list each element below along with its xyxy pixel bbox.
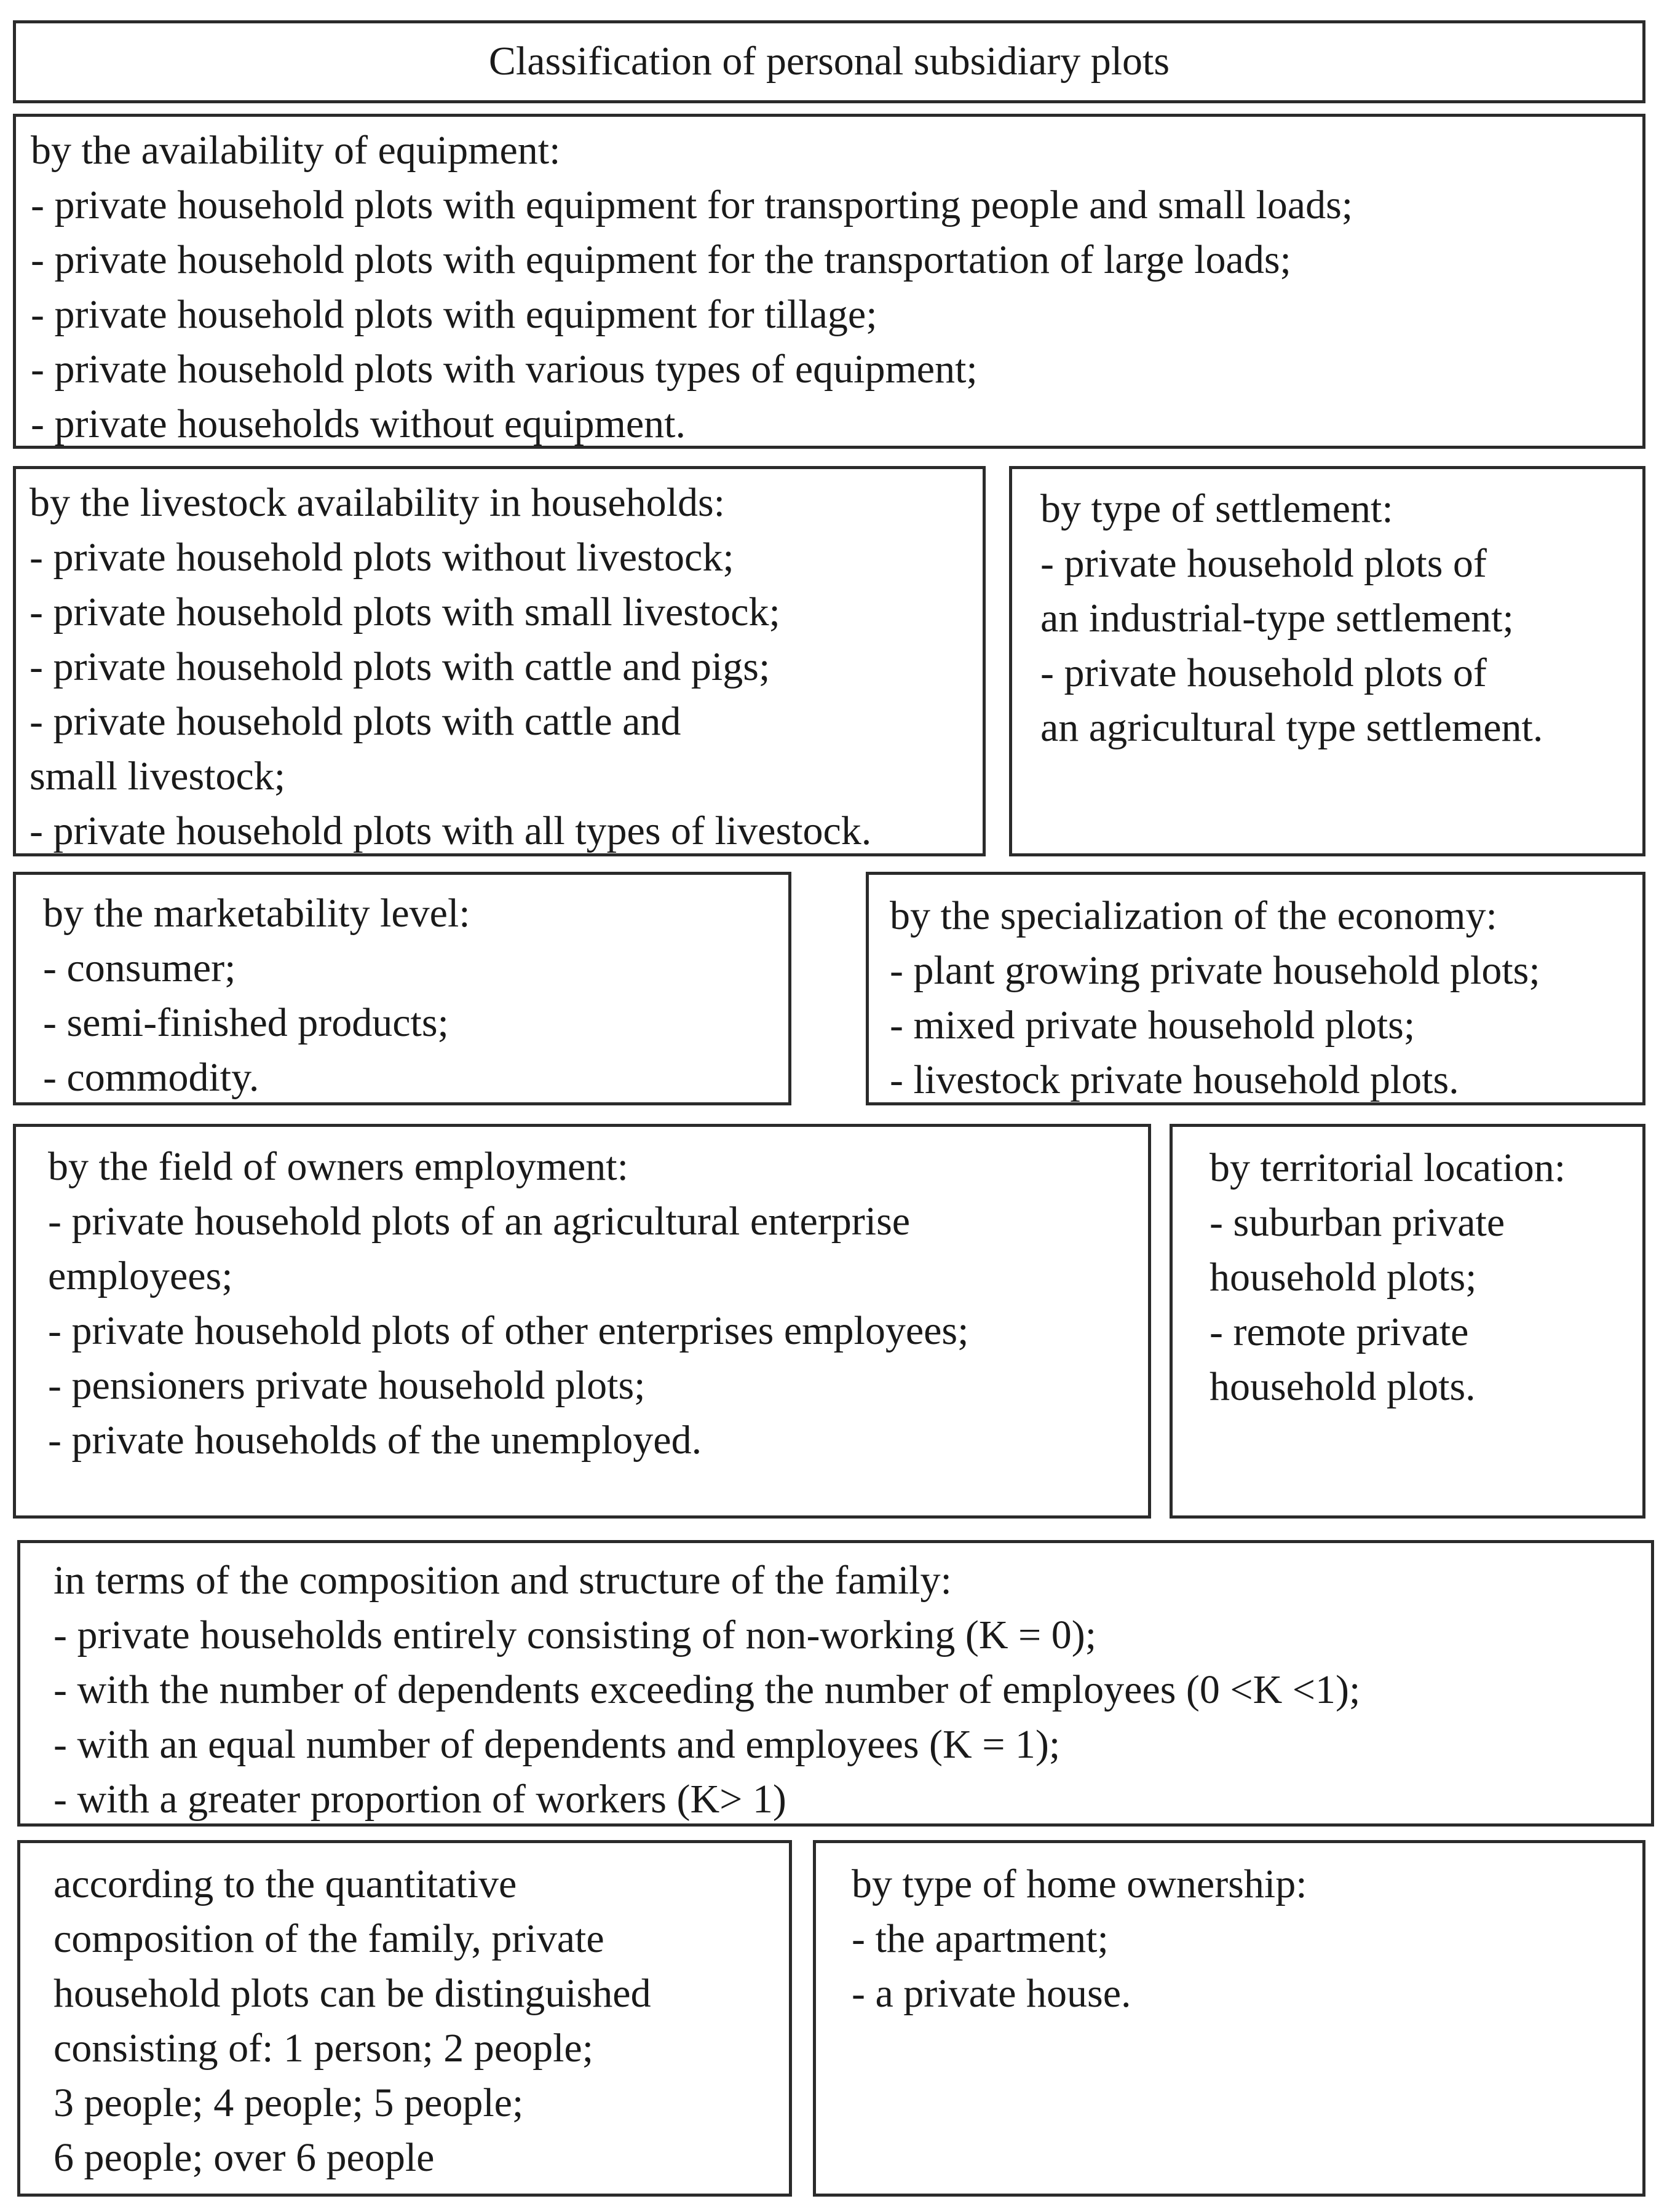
family-size-item: household plots can be distinguished <box>53 1971 651 2016</box>
territorial-item: household plots. <box>1210 1364 1476 1409</box>
employment-item: - pensioners private household plots; <box>48 1363 646 1408</box>
family-structure-item: - with an equal number of dependents and employees (K = 1); <box>53 1722 1061 1767</box>
livestock-heading: by the livestock availability in households: <box>30 480 725 525</box>
home-ownership-item: - a private house. <box>852 1971 1131 2016</box>
territorial-box <box>1170 1124 1645 1519</box>
employment-item: - private households of the unemployed. <box>48 1418 702 1463</box>
specialization-box <box>866 872 1645 1105</box>
territorial-item: - suburban private <box>1210 1200 1505 1245</box>
marketability-heading: by the marketability level: <box>43 891 470 936</box>
settlement-heading: by type of settlement: <box>1040 486 1393 531</box>
livestock-item: - private household plots with cattle and <box>30 699 681 744</box>
employment-heading: by the field of owners employment: <box>48 1144 628 1189</box>
livestock-item: - private household plots with cattle and pigs; <box>30 644 770 689</box>
specialization-heading: by the specialization of the economy: <box>890 893 1497 938</box>
equipment-item: - private household plots with equipment for tillage; <box>31 292 877 337</box>
territorial-heading: by territorial location: <box>1210 1145 1566 1190</box>
territorial-item: household plots; <box>1210 1255 1477 1300</box>
specialization-item: - plant growing private household plots; <box>890 948 1540 993</box>
family-size-item: 6 people; over 6 people <box>53 2135 435 2180</box>
equipment-box <box>13 114 1645 449</box>
employment-item: - private household plots of an agricultural enterprise <box>48 1199 911 1244</box>
livestock-item: - private household plots without livestock; <box>30 535 734 580</box>
home-ownership-box <box>813 1840 1645 2197</box>
family-structure-item: - with the number of dependents exceeding the number of employees (0 <K <1); <box>53 1667 1361 1712</box>
employment-item: employees; <box>48 1254 233 1298</box>
settlement-item: - private household plots of <box>1040 650 1487 695</box>
livestock-item: - private household plots with all types of livestock. <box>30 808 872 853</box>
specialization-item: - livestock private household plots. <box>890 1057 1459 1102</box>
diagram-title-box <box>13 20 1645 103</box>
home-ownership-item: - the apartment; <box>852 1916 1109 1961</box>
settlement-item: an industrial-type settlement; <box>1040 596 1514 641</box>
equipment-heading: by the availability of equipment: <box>31 128 561 173</box>
marketability-item: - commodity. <box>43 1055 259 1100</box>
equipment-item: - private households without equipment. <box>31 401 686 446</box>
family-size-item: 3 people; 4 people; 5 people; <box>53 2080 524 2125</box>
family-structure-item: - private households entirely consisting of non-working (K = 0); <box>53 1613 1097 1657</box>
settlement-item: - private household plots of <box>1040 541 1487 586</box>
specialization-item: - mixed private household plots; <box>890 1003 1415 1048</box>
employment-box <box>13 1124 1151 1519</box>
family-structure-box <box>17 1540 1654 1827</box>
settlement-box <box>1009 466 1645 856</box>
family-size-item: composition of the family, private <box>53 1916 604 1961</box>
equipment-item: - private household plots with equipment for transporting people and small loads; <box>31 183 1353 227</box>
family-size-item: consisting of: 1 person; 2 people; <box>53 2026 594 2071</box>
equipment-item: - private household plots with equipment for the transportation of large loads; <box>31 237 1291 282</box>
equipment-item: - private household plots with various types of equipment; <box>31 347 978 392</box>
marketability-box <box>13 872 791 1105</box>
family-size-box <box>17 1840 792 2197</box>
home-ownership-heading: by type of home ownership: <box>852 1862 1307 1906</box>
livestock-box <box>13 466 986 856</box>
settlement-item: an agricultural type settlement. <box>1040 705 1543 750</box>
family-size-heading: according to the quantitative <box>53 1862 517 1906</box>
livestock-item: - private household plots with small livestock; <box>30 590 780 634</box>
diagram-title: Classification of personal subsidiary plots <box>488 39 1170 84</box>
family-structure-item: - with a greater proportion of workers (K> 1) <box>53 1777 786 1822</box>
employment-item: - private household plots of other enterprises employees; <box>48 1308 969 1353</box>
family-structure-heading: in terms of the composition and structure of the family: <box>53 1558 952 1603</box>
marketability-item: - semi-finished products; <box>43 1000 449 1045</box>
territorial-item: - remote private <box>1210 1309 1469 1354</box>
marketability-item: - consumer; <box>43 946 236 990</box>
livestock-item: small livestock; <box>30 754 286 799</box>
